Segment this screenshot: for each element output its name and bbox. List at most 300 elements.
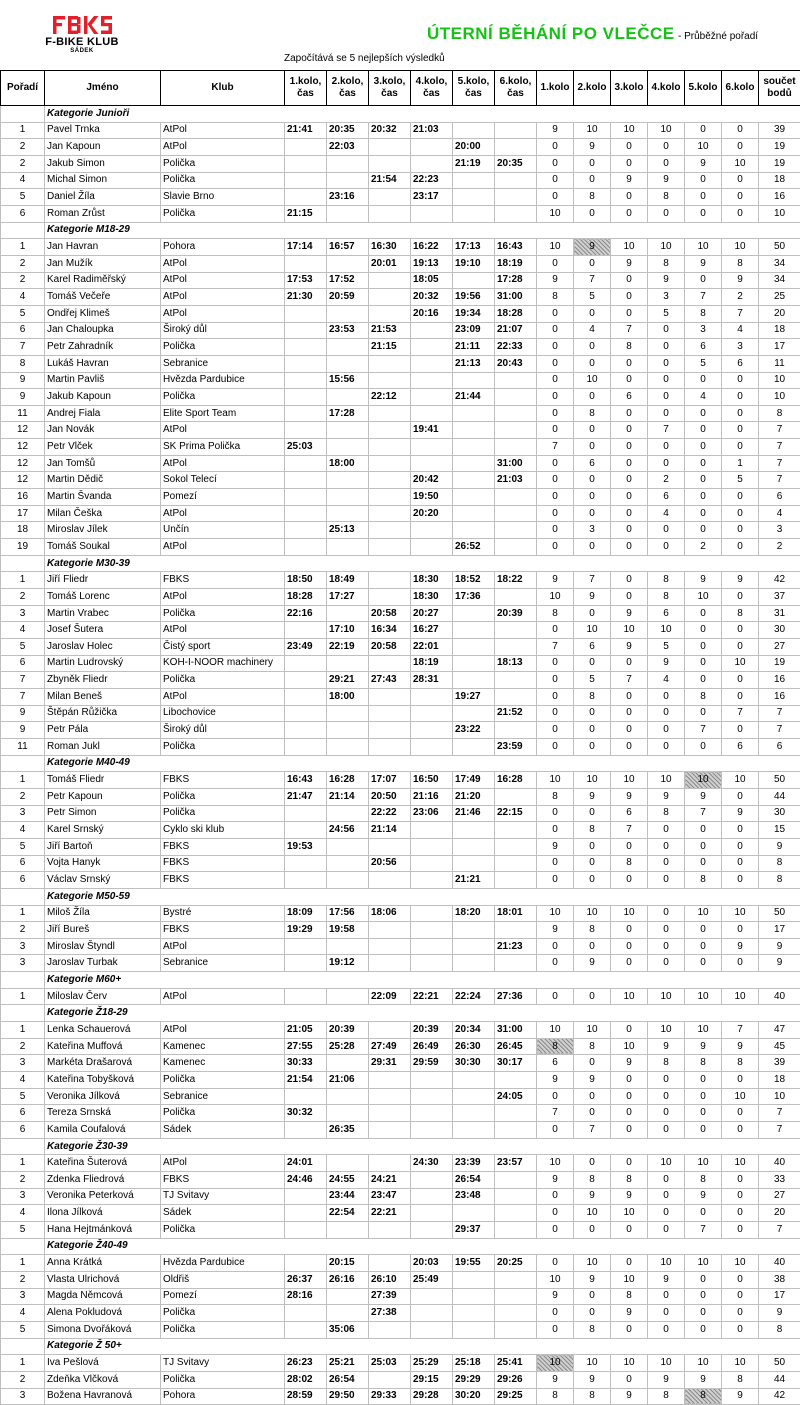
cell-points-4: 9 bbox=[648, 1371, 685, 1388]
category-title: Kategorie M30-39 bbox=[45, 555, 800, 572]
cell-points-5: 0 bbox=[685, 405, 722, 422]
cell-total: 33 bbox=[759, 1172, 800, 1189]
cell-time-4: 26:49 bbox=[411, 1038, 453, 1055]
cell-points-5: 8 bbox=[685, 1172, 722, 1189]
col-header-time-2: 2.kolo, čas bbox=[327, 71, 369, 106]
cell-points-6: 0 bbox=[722, 1172, 759, 1189]
cell-name: Milan Beneš bbox=[45, 688, 161, 705]
cell-points-4: 3 bbox=[648, 289, 685, 306]
cell-points-6: 0 bbox=[722, 372, 759, 389]
cell-points-4: 9 bbox=[648, 172, 685, 189]
cell-time-2 bbox=[327, 1221, 369, 1238]
cell-points-2: 0 bbox=[574, 738, 611, 755]
cell-points-4: 6 bbox=[648, 605, 685, 622]
cell-time-3 bbox=[369, 422, 411, 439]
cell-points-2: 10 bbox=[574, 905, 611, 922]
cell-time-5 bbox=[453, 205, 495, 222]
table-row bbox=[1, 372, 800, 389]
cell-points-1: 0 bbox=[537, 355, 574, 372]
cell-time-6 bbox=[495, 1221, 537, 1238]
cell-points-2: 7 bbox=[574, 1122, 611, 1139]
cell-points-6: 10 bbox=[722, 905, 759, 922]
cell-points-4: 0 bbox=[648, 439, 685, 456]
cell-points-1: 0 bbox=[537, 489, 574, 506]
cell-points-6: 0 bbox=[722, 205, 759, 222]
cell-points-3: 10 bbox=[611, 1038, 648, 1055]
category-title: Kategorie M40-49 bbox=[45, 755, 800, 772]
cell-time-4: 20:32 bbox=[411, 289, 453, 306]
cell-points-4: 10 bbox=[648, 988, 685, 1005]
cell-points-2: 0 bbox=[574, 505, 611, 522]
cell-total: 16 bbox=[759, 189, 800, 206]
cell-name: Jiří Bartoň bbox=[45, 838, 161, 855]
cell-points-4: 10 bbox=[648, 1255, 685, 1272]
cell-rank: 1 bbox=[1, 988, 45, 1005]
cell-points-2: 0 bbox=[574, 539, 611, 556]
cell-points-4: 10 bbox=[648, 1022, 685, 1039]
cell-time-2: 17:56 bbox=[327, 905, 369, 922]
cell-time-5: 20:34 bbox=[453, 1022, 495, 1039]
cell-time-2 bbox=[327, 1055, 369, 1072]
cell-points-2: 10 bbox=[574, 1255, 611, 1272]
cell-time-6 bbox=[495, 1122, 537, 1139]
cell-points-6: 10 bbox=[722, 772, 759, 789]
cell-time-6: 20:25 bbox=[495, 1255, 537, 1272]
cell-points-2: 0 bbox=[574, 1288, 611, 1305]
cell-total: 30 bbox=[759, 622, 800, 639]
cell-points-3: 0 bbox=[611, 1255, 648, 1272]
cell-points-4: 9 bbox=[648, 1038, 685, 1055]
table-row bbox=[1, 1205, 800, 1222]
cell-time-5: 19:56 bbox=[453, 289, 495, 306]
cell-points-2: 9 bbox=[574, 1188, 611, 1205]
category-spacer bbox=[1, 222, 45, 239]
cell-total: 8 bbox=[759, 855, 800, 872]
cell-rank: 7 bbox=[1, 688, 45, 705]
cell-total: 8 bbox=[759, 872, 800, 889]
cell-time-3: 16:34 bbox=[369, 622, 411, 639]
cell-time-2: 23:44 bbox=[327, 1188, 369, 1205]
cell-total: 6 bbox=[759, 738, 800, 755]
cell-time-1 bbox=[285, 455, 327, 472]
cell-name: Hana Hejtmánková bbox=[45, 1221, 161, 1238]
cell-points-3: 6 bbox=[611, 805, 648, 822]
col-header-club: Klub bbox=[161, 71, 285, 106]
category-row bbox=[1, 888, 800, 905]
cell-total: 50 bbox=[759, 772, 800, 789]
cell-time-3: 20:50 bbox=[369, 788, 411, 805]
logo-club-name: F-BIKE KLUB bbox=[22, 36, 142, 48]
table-row bbox=[1, 855, 800, 872]
table-row bbox=[1, 1122, 800, 1139]
cell-points-4: 0 bbox=[648, 1172, 685, 1189]
cell-time-4: 20:16 bbox=[411, 305, 453, 322]
cell-points-6: 9 bbox=[722, 572, 759, 589]
cell-time-3 bbox=[369, 439, 411, 456]
cell-time-3 bbox=[369, 1221, 411, 1238]
cell-time-1 bbox=[285, 705, 327, 722]
cell-time-2: 22:19 bbox=[327, 639, 369, 656]
cell-points-6: 0 bbox=[722, 405, 759, 422]
cell-time-2: 22:03 bbox=[327, 139, 369, 156]
cell-points-1: 0 bbox=[537, 672, 574, 689]
cell-time-4 bbox=[411, 822, 453, 839]
cell-points-6: 0 bbox=[722, 522, 759, 539]
cell-time-3 bbox=[369, 688, 411, 705]
table-row bbox=[1, 589, 800, 606]
cell-points-4: 7 bbox=[648, 422, 685, 439]
cell-time-2 bbox=[327, 255, 369, 272]
cell-time-1: 21:54 bbox=[285, 1072, 327, 1089]
cell-time-2 bbox=[327, 1105, 369, 1122]
cell-points-5: 0 bbox=[685, 372, 722, 389]
cell-points-2: 0 bbox=[574, 1155, 611, 1172]
cell-time-5: 22:24 bbox=[453, 988, 495, 1005]
cell-points-2: 8 bbox=[574, 1172, 611, 1189]
cell-rank: 12 bbox=[1, 422, 45, 439]
cell-club: Polička bbox=[161, 605, 285, 622]
cell-time-5: 23:48 bbox=[453, 1188, 495, 1205]
cell-time-2 bbox=[327, 605, 369, 622]
table-row bbox=[1, 189, 800, 206]
cell-points-2: 0 bbox=[574, 255, 611, 272]
cell-points-3: 9 bbox=[611, 788, 648, 805]
cell-time-6: 18:01 bbox=[495, 905, 537, 922]
cell-points-2: 0 bbox=[574, 722, 611, 739]
category-title: Kategorie M50-59 bbox=[45, 888, 800, 905]
cell-points-1: 9 bbox=[537, 272, 574, 289]
cell-points-5: 5 bbox=[685, 355, 722, 372]
cell-time-3 bbox=[369, 155, 411, 172]
cell-time-5 bbox=[453, 955, 495, 972]
cell-rank: 3 bbox=[1, 605, 45, 622]
cell-time-3: 27:39 bbox=[369, 1288, 411, 1305]
cell-points-5: 9 bbox=[685, 572, 722, 589]
cell-time-4: 23:17 bbox=[411, 189, 453, 206]
cell-time-1 bbox=[285, 1205, 327, 1222]
cell-points-1: 0 bbox=[537, 139, 574, 156]
cell-time-5: 26:52 bbox=[453, 539, 495, 556]
cell-points-4: 10 bbox=[648, 622, 685, 639]
cell-points-2: 0 bbox=[574, 605, 611, 622]
cell-total: 31 bbox=[759, 605, 800, 622]
cell-time-3 bbox=[369, 1371, 411, 1388]
cell-points-2: 0 bbox=[574, 1305, 611, 1322]
cell-points-6: 0 bbox=[722, 872, 759, 889]
table-row bbox=[1, 339, 800, 356]
cell-time-6 bbox=[495, 439, 537, 456]
cell-time-6 bbox=[495, 1072, 537, 1089]
cell-points-6: 9 bbox=[722, 805, 759, 822]
cell-rank: 1 bbox=[1, 122, 45, 139]
cell-club: AtPol bbox=[161, 122, 285, 139]
cell-name: Roman Zrůst bbox=[45, 205, 161, 222]
cell-rank: 6 bbox=[1, 322, 45, 339]
cell-points-6: 0 bbox=[722, 1072, 759, 1089]
cell-time-4: 19:13 bbox=[411, 255, 453, 272]
cell-name: Martin Švanda bbox=[45, 489, 161, 506]
cell-time-5 bbox=[453, 938, 495, 955]
cell-points-2: 0 bbox=[574, 1105, 611, 1122]
cell-club: Sebranice bbox=[161, 1088, 285, 1105]
category-title: Kategorie Ž40-49 bbox=[45, 1238, 800, 1255]
cell-time-2 bbox=[327, 489, 369, 506]
category-title: Kategorie Junioři bbox=[45, 106, 800, 123]
cell-time-6 bbox=[495, 189, 537, 206]
cell-rank: 4 bbox=[1, 1305, 45, 1322]
cell-time-6: 21:52 bbox=[495, 705, 537, 722]
cell-rank: 9 bbox=[1, 722, 45, 739]
cell-club: AtPol bbox=[161, 139, 285, 156]
cell-rank: 11 bbox=[1, 405, 45, 422]
cell-points-6: 10 bbox=[722, 239, 759, 256]
cell-points-2: 5 bbox=[574, 289, 611, 306]
cell-total: 19 bbox=[759, 139, 800, 156]
cell-name: Jan Mužík bbox=[45, 255, 161, 272]
table-row bbox=[1, 1388, 800, 1405]
cell-points-4: 0 bbox=[648, 389, 685, 406]
cell-points-2: 10 bbox=[574, 122, 611, 139]
cell-total: 18 bbox=[759, 322, 800, 339]
cell-time-1: 16:43 bbox=[285, 772, 327, 789]
cell-name: Michal Simon bbox=[45, 172, 161, 189]
cell-points-4: 0 bbox=[648, 522, 685, 539]
cell-points-1: 0 bbox=[537, 522, 574, 539]
cell-total: 50 bbox=[759, 1355, 800, 1372]
cell-points-4: 10 bbox=[648, 1155, 685, 1172]
cell-points-6: 8 bbox=[722, 255, 759, 272]
cell-points-5: 0 bbox=[685, 855, 722, 872]
cell-points-3: 8 bbox=[611, 1172, 648, 1189]
cell-points-5: 0 bbox=[685, 622, 722, 639]
cell-time-4 bbox=[411, 955, 453, 972]
cell-time-4: 18:30 bbox=[411, 589, 453, 606]
table-row bbox=[1, 905, 800, 922]
cell-time-5: 17:36 bbox=[453, 589, 495, 606]
cell-total: 9 bbox=[759, 1305, 800, 1322]
cell-total: 42 bbox=[759, 1388, 800, 1405]
fbks-logo bbox=[22, 15, 142, 59]
cell-time-4 bbox=[411, 205, 453, 222]
cell-points-5: 0 bbox=[685, 938, 722, 955]
results-body bbox=[1, 106, 800, 1405]
col-header-rank: Pořadí bbox=[1, 71, 45, 106]
cell-time-3: 20:58 bbox=[369, 639, 411, 656]
cell-points-4: 0 bbox=[648, 838, 685, 855]
cell-time-6 bbox=[495, 1105, 537, 1122]
cell-points-4: 0 bbox=[648, 1072, 685, 1089]
cell-rank: 3 bbox=[1, 805, 45, 822]
cell-time-4 bbox=[411, 1072, 453, 1089]
cell-time-1: 28:16 bbox=[285, 1288, 327, 1305]
cell-total: 8 bbox=[759, 405, 800, 422]
cell-time-3: 22:21 bbox=[369, 1205, 411, 1222]
cell-time-6 bbox=[495, 1321, 537, 1338]
cell-rank: 6 bbox=[1, 872, 45, 889]
cell-time-4 bbox=[411, 339, 453, 356]
cell-time-1: 28:59 bbox=[285, 1388, 327, 1405]
cell-points-3: 0 bbox=[611, 522, 648, 539]
cell-time-5: 30:30 bbox=[453, 1055, 495, 1072]
cell-time-5 bbox=[453, 1288, 495, 1305]
cell-points-6: 0 bbox=[722, 838, 759, 855]
cell-points-3: 0 bbox=[611, 289, 648, 306]
cell-name: Veronika Jílková bbox=[45, 1088, 161, 1105]
cell-points-4: 4 bbox=[648, 505, 685, 522]
cell-points-6: 10 bbox=[722, 155, 759, 172]
cell-points-5: 10 bbox=[685, 239, 722, 256]
cell-time-5: 21:21 bbox=[453, 872, 495, 889]
cell-time-1 bbox=[285, 489, 327, 506]
cell-time-2: 20:39 bbox=[327, 1022, 369, 1039]
category-row bbox=[1, 222, 800, 239]
category-title: Kategorie M60+ bbox=[45, 972, 800, 989]
cell-club: AtPol bbox=[161, 305, 285, 322]
cell-points-6: 0 bbox=[722, 822, 759, 839]
cell-points-2: 8 bbox=[574, 822, 611, 839]
table-row bbox=[1, 738, 800, 755]
cell-points-4: 8 bbox=[648, 1055, 685, 1072]
cell-club: Sádek bbox=[161, 1205, 285, 1222]
cell-time-4: 20:27 bbox=[411, 605, 453, 622]
cell-club: Sokol Telecí bbox=[161, 472, 285, 489]
cell-time-4: 22:23 bbox=[411, 172, 453, 189]
cell-points-3: 0 bbox=[611, 655, 648, 672]
cell-points-6: 8 bbox=[722, 1055, 759, 1072]
cell-time-3 bbox=[369, 1122, 411, 1139]
cell-club: Polička bbox=[161, 205, 285, 222]
cell-time-4 bbox=[411, 738, 453, 755]
cell-rank: 4 bbox=[1, 172, 45, 189]
table-row bbox=[1, 255, 800, 272]
cell-rank: 2 bbox=[1, 589, 45, 606]
cell-points-3: 0 bbox=[611, 1088, 648, 1105]
cell-total: 44 bbox=[759, 788, 800, 805]
cell-points-5: 4 bbox=[685, 389, 722, 406]
cell-points-4: 8 bbox=[648, 589, 685, 606]
cell-points-4: 0 bbox=[648, 1205, 685, 1222]
cell-time-4: 29:28 bbox=[411, 1388, 453, 1405]
cell-total: 2 bbox=[759, 539, 800, 556]
cell-rank: 6 bbox=[1, 655, 45, 672]
cell-points-2: 8 bbox=[574, 189, 611, 206]
cell-time-4: 25:29 bbox=[411, 1355, 453, 1372]
logo-place-name: SÁDEK bbox=[22, 48, 142, 55]
cell-total: 7 bbox=[759, 722, 800, 739]
cell-total: 19 bbox=[759, 655, 800, 672]
cell-name: Roman Jukl bbox=[45, 738, 161, 755]
cell-time-2: 17:52 bbox=[327, 272, 369, 289]
cell-points-6: 9 bbox=[722, 1388, 759, 1405]
cell-name: Petr Vlček bbox=[45, 439, 161, 456]
cell-points-6: 0 bbox=[722, 1321, 759, 1338]
table-row bbox=[1, 605, 800, 622]
table-row bbox=[1, 139, 800, 156]
cell-points-5: 0 bbox=[685, 1205, 722, 1222]
cell-points-4: 0 bbox=[648, 355, 685, 372]
cell-points-1: 10 bbox=[537, 1022, 574, 1039]
cell-points-4: 9 bbox=[648, 272, 685, 289]
cell-rank: 2 bbox=[1, 272, 45, 289]
cell-time-5: 23:09 bbox=[453, 322, 495, 339]
cell-time-3: 21:54 bbox=[369, 172, 411, 189]
cell-points-1: 6 bbox=[537, 1055, 574, 1072]
cell-points-4: 0 bbox=[648, 955, 685, 972]
cell-time-4 bbox=[411, 1188, 453, 1205]
cell-name: Jakub Kapoun bbox=[45, 389, 161, 406]
cell-time-1: 22:16 bbox=[285, 605, 327, 622]
cell-club: AtPol bbox=[161, 589, 285, 606]
category-row bbox=[1, 1005, 800, 1022]
cell-time-1: 18:50 bbox=[285, 572, 327, 589]
cell-time-5 bbox=[453, 405, 495, 422]
cell-time-3: 20:01 bbox=[369, 255, 411, 272]
cell-time-4 bbox=[411, 1288, 453, 1305]
cell-points-5: 10 bbox=[685, 589, 722, 606]
cell-points-5: 8 bbox=[685, 1055, 722, 1072]
cell-rank: 5 bbox=[1, 838, 45, 855]
cell-name: Kamila Coufalová bbox=[45, 1122, 161, 1139]
cell-points-5: 0 bbox=[685, 205, 722, 222]
cell-time-5: 19:27 bbox=[453, 688, 495, 705]
cell-points-1: 9 bbox=[537, 1172, 574, 1189]
cell-time-1 bbox=[285, 1221, 327, 1238]
cell-total: 40 bbox=[759, 1255, 800, 1272]
cell-time-2: 25:28 bbox=[327, 1038, 369, 1055]
cell-time-6 bbox=[495, 422, 537, 439]
cell-points-5: 7 bbox=[685, 722, 722, 739]
cell-time-5 bbox=[453, 705, 495, 722]
cell-club: Polička bbox=[161, 805, 285, 822]
cell-time-3 bbox=[369, 355, 411, 372]
cell-total: 7 bbox=[759, 439, 800, 456]
cell-name: Magda Němcová bbox=[45, 1288, 161, 1305]
cell-name: Jan Chaloupka bbox=[45, 322, 161, 339]
cell-points-1: 0 bbox=[537, 1088, 574, 1105]
cell-time-2: 23:53 bbox=[327, 322, 369, 339]
cell-time-2: 19:12 bbox=[327, 955, 369, 972]
cell-rank: 3 bbox=[1, 1288, 45, 1305]
cell-points-1: 10 bbox=[537, 205, 574, 222]
cell-rank: 6 bbox=[1, 1122, 45, 1139]
table-row bbox=[1, 938, 800, 955]
cell-time-6 bbox=[495, 1271, 537, 1288]
cell-points-1: 0 bbox=[537, 955, 574, 972]
cell-time-4 bbox=[411, 838, 453, 855]
cell-points-6: 0 bbox=[722, 922, 759, 939]
cell-time-3: 22:22 bbox=[369, 805, 411, 822]
cell-club: Hvězda Pardubice bbox=[161, 372, 285, 389]
cell-time-6 bbox=[495, 489, 537, 506]
cell-total: 50 bbox=[759, 239, 800, 256]
cell-time-3 bbox=[369, 1321, 411, 1338]
cell-time-5 bbox=[453, 372, 495, 389]
cell-points-4: 8 bbox=[648, 255, 685, 272]
table-row bbox=[1, 872, 800, 889]
cell-points-3: 0 bbox=[611, 1022, 648, 1039]
cell-time-3 bbox=[369, 1105, 411, 1122]
cell-rank: 3 bbox=[1, 938, 45, 955]
cell-time-2 bbox=[327, 155, 369, 172]
cell-points-2: 10 bbox=[574, 622, 611, 639]
cell-time-4 bbox=[411, 1305, 453, 1322]
cell-points-2: 0 bbox=[574, 705, 611, 722]
cell-club: Oldřiš bbox=[161, 1271, 285, 1288]
cell-points-3: 0 bbox=[611, 405, 648, 422]
cell-club: AtPol bbox=[161, 622, 285, 639]
cell-points-1: 9 bbox=[537, 122, 574, 139]
cell-time-4 bbox=[411, 1105, 453, 1122]
